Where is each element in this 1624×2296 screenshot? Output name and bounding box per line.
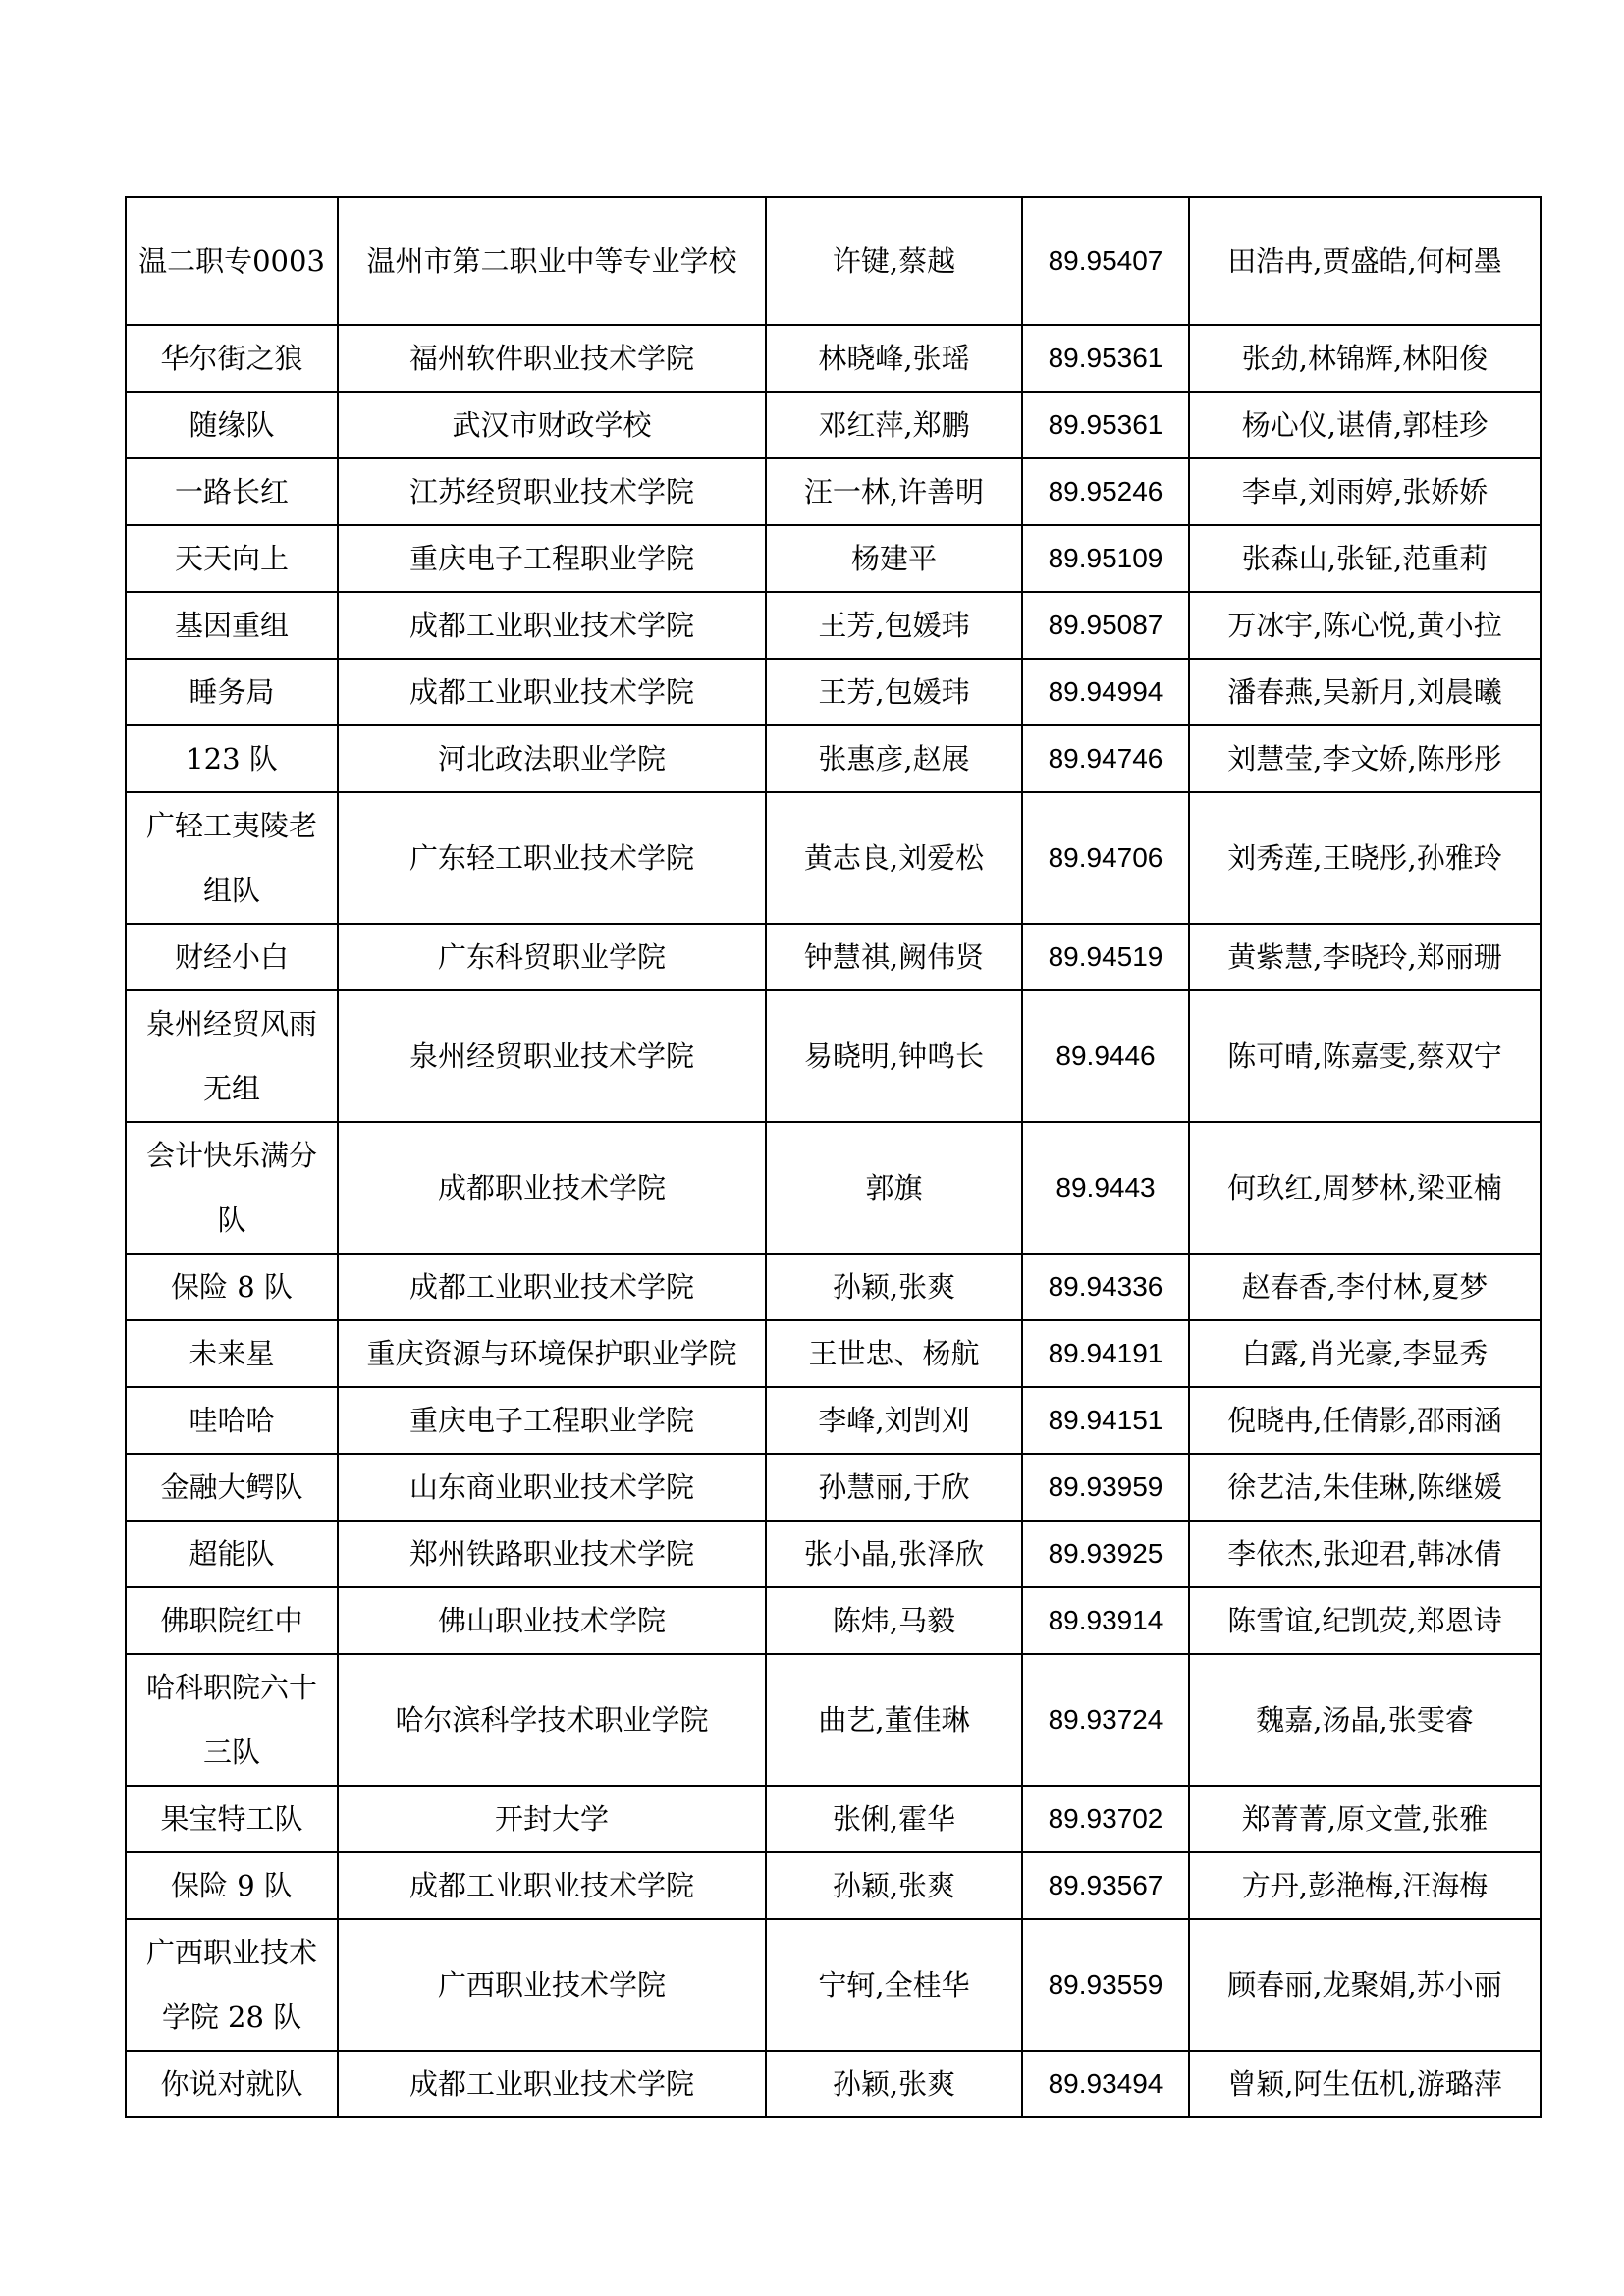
score-cell: 89.95087	[1022, 592, 1189, 659]
table-row	[126, 725, 1541, 792]
school-cell: 泉州经贸职业技术学院	[338, 990, 766, 1122]
school-cell: 成都工业职业技术学院	[338, 1254, 766, 1320]
table-row	[126, 1254, 1541, 1320]
score-cell: 89.94151	[1022, 1387, 1189, 1454]
advisor-cell: 王芳,包媛玮	[766, 592, 1022, 659]
score-cell: 89.94746	[1022, 725, 1189, 792]
team-name-cell: 随缘队	[126, 392, 338, 458]
members-cell: 李依杰,张迎君,韩冰倩	[1189, 1521, 1541, 1587]
members-cell: 张森山,张钲,范重莉	[1189, 525, 1541, 592]
members-cell: 陈可晴,陈嘉雯,蔡双宁	[1189, 990, 1541, 1122]
advisor-cell: 宁轲,全桂华	[766, 1919, 1022, 2051]
table-row	[126, 1587, 1541, 1654]
school-cell: 成都工业职业技术学院	[338, 1852, 766, 1919]
results-table	[125, 196, 1542, 2118]
team-name-cell: 金融大鳄队	[126, 1454, 338, 1521]
school-cell: 哈尔滨科学技术职业学院	[338, 1654, 766, 1786]
team-name-cell: 温二职专0003	[126, 197, 338, 325]
team-name-cell: 哇哈哈	[126, 1387, 338, 1454]
members-cell: 倪晓冉,任倩影,邵雨涵	[1189, 1387, 1541, 1454]
advisor-cell: 陈炜,马毅	[766, 1587, 1022, 1654]
team-name-cell: 财经小白	[126, 924, 338, 990]
members-cell: 杨心仪,谌倩,郭桂珍	[1189, 392, 1541, 458]
school-cell: 成都职业技术学院	[338, 1122, 766, 1254]
school-cell: 广东轻工职业技术学院	[338, 792, 766, 924]
team-name-cell: 天天向上	[126, 525, 338, 592]
table-row	[126, 1122, 1541, 1254]
score-cell: 89.93567	[1022, 1852, 1189, 1919]
table-row	[126, 792, 1541, 924]
score-cell: 89.93925	[1022, 1521, 1189, 1587]
table-row	[126, 1852, 1541, 1919]
results-table-body	[126, 197, 1541, 2117]
table-row	[126, 1654, 1541, 1786]
members-cell: 何玖红,周梦林,梁亚楠	[1189, 1122, 1541, 1254]
advisor-cell: 王芳,包媛玮	[766, 659, 1022, 725]
score-cell: 89.93724	[1022, 1654, 1189, 1786]
members-cell: 方丹,彭滟梅,汪海梅	[1189, 1852, 1541, 1919]
table-row	[126, 990, 1541, 1122]
members-cell: 白露,肖光豪,李显秀	[1189, 1320, 1541, 1387]
advisor-cell: 曲艺,董佳琳	[766, 1654, 1022, 1786]
score-cell: 89.9446	[1022, 990, 1189, 1122]
advisor-cell: 张俐,霍华	[766, 1786, 1022, 1852]
members-cell: 黄紫慧,李晓玲,郑丽珊	[1189, 924, 1541, 990]
advisor-cell: 许键,蔡越	[766, 197, 1022, 325]
table-row	[126, 2051, 1541, 2117]
school-cell: 山东商业职业技术学院	[338, 1454, 766, 1521]
score-cell: 89.94519	[1022, 924, 1189, 990]
table-row	[126, 1320, 1541, 1387]
score-cell: 89.95407	[1022, 197, 1189, 325]
members-cell: 顾春丽,龙聚娟,苏小丽	[1189, 1919, 1541, 2051]
school-cell: 重庆电子工程职业学院	[338, 1387, 766, 1454]
advisor-cell: 张惠彦,赵展	[766, 725, 1022, 792]
school-cell: 广东科贸职业学院	[338, 924, 766, 990]
team-name-cell: 一路长红	[126, 458, 338, 525]
members-cell: 李卓,刘雨婷,张娇娇	[1189, 458, 1541, 525]
team-name-cell: 睡务局	[126, 659, 338, 725]
advisor-cell: 孙颖,张爽	[766, 1852, 1022, 1919]
advisor-cell: 张小晶,张泽欣	[766, 1521, 1022, 1587]
score-cell: 89.94336	[1022, 1254, 1189, 1320]
team-name-cell: 你说对就队	[126, 2051, 338, 2117]
advisor-cell: 杨建平	[766, 525, 1022, 592]
score-cell: 89.95246	[1022, 458, 1189, 525]
school-cell: 重庆电子工程职业学院	[338, 525, 766, 592]
members-cell: 张劲,林锦辉,林阳俊	[1189, 325, 1541, 392]
school-cell: 江苏经贸职业技术学院	[338, 458, 766, 525]
school-cell: 佛山职业技术学院	[338, 1587, 766, 1654]
advisor-cell: 钟慧祺,阙伟贤	[766, 924, 1022, 990]
team-name-cell: 123 队	[126, 725, 338, 792]
members-cell: 刘慧莹,李文娇,陈彤彤	[1189, 725, 1541, 792]
table-row	[126, 1786, 1541, 1852]
table-row	[126, 1454, 1541, 1521]
school-cell: 武汉市财政学校	[338, 392, 766, 458]
score-cell: 89.95109	[1022, 525, 1189, 592]
school-cell: 开封大学	[338, 1786, 766, 1852]
team-name-cell: 保险 8 队	[126, 1254, 338, 1320]
school-cell: 成都工业职业技术学院	[338, 592, 766, 659]
school-cell: 重庆资源与环境保护职业学院	[338, 1320, 766, 1387]
school-cell: 河北政法职业学院	[338, 725, 766, 792]
members-cell: 田浩冉,贾盛皓,何柯墨	[1189, 197, 1541, 325]
school-cell: 温州市第二职业中等专业学校	[338, 197, 766, 325]
team-name-cell: 哈科职院六十三队	[126, 1654, 338, 1786]
score-cell: 89.93494	[1022, 2051, 1189, 2117]
members-cell: 曾颖,阿生伍机,游璐萍	[1189, 2051, 1541, 2117]
table-row	[126, 1521, 1541, 1587]
advisor-cell: 李峰,刘剀刈	[766, 1387, 1022, 1454]
team-name-cell: 会计快乐满分队	[126, 1122, 338, 1254]
team-name-cell: 保险 9 队	[126, 1852, 338, 1919]
table-row	[126, 325, 1541, 392]
advisor-cell: 林晓峰,张瑶	[766, 325, 1022, 392]
members-cell: 赵春香,李付林,夏梦	[1189, 1254, 1541, 1320]
table-row	[126, 525, 1541, 592]
advisor-cell: 孙颖,张爽	[766, 1254, 1022, 1320]
advisor-cell: 邓红萍,郑鹏	[766, 392, 1022, 458]
members-cell: 郑菁菁,原文萱,张雅	[1189, 1786, 1541, 1852]
team-name-cell: 泉州经贸风雨无组	[126, 990, 338, 1122]
advisor-cell: 孙慧丽,于欣	[766, 1454, 1022, 1521]
members-cell: 万冰宇,陈心悦,黄小拉	[1189, 592, 1541, 659]
table-row	[126, 1387, 1541, 1454]
score-cell: 89.93959	[1022, 1454, 1189, 1521]
table-row	[126, 1919, 1541, 2051]
table-row	[126, 924, 1541, 990]
advisor-cell: 易晓明,钟鸣长	[766, 990, 1022, 1122]
score-cell: 89.93702	[1022, 1786, 1189, 1852]
members-cell: 刘秀莲,王晓彤,孙雅玲	[1189, 792, 1541, 924]
score-cell: 89.93914	[1022, 1587, 1189, 1654]
school-cell: 广西职业技术学院	[338, 1919, 766, 2051]
team-name-cell: 佛职院红中	[126, 1587, 338, 1654]
score-cell: 89.94706	[1022, 792, 1189, 924]
team-name-cell: 超能队	[126, 1521, 338, 1587]
score-cell: 89.95361	[1022, 392, 1189, 458]
team-name-cell: 广轻工夷陵老组队	[126, 792, 338, 924]
school-cell: 福州软件职业技术学院	[338, 325, 766, 392]
members-cell: 徐艺洁,朱佳琳,陈继媛	[1189, 1454, 1541, 1521]
team-name-cell: 未来星	[126, 1320, 338, 1387]
table-row	[126, 659, 1541, 725]
score-cell: 89.93559	[1022, 1919, 1189, 2051]
school-cell: 成都工业职业技术学院	[338, 2051, 766, 2117]
table-row	[126, 392, 1541, 458]
team-name-cell: 果宝特工队	[126, 1786, 338, 1852]
school-cell: 郑州铁路职业技术学院	[338, 1521, 766, 1587]
members-cell: 陈雪谊,纪凯荧,郑恩诗	[1189, 1587, 1541, 1654]
advisor-cell: 郭旗	[766, 1122, 1022, 1254]
members-cell: 魏嘉,汤晶,张雯睿	[1189, 1654, 1541, 1786]
team-name-cell: 广西职业技术学院 28 队	[126, 1919, 338, 2051]
score-cell: 89.94994	[1022, 659, 1189, 725]
score-cell: 89.95361	[1022, 325, 1189, 392]
school-cell: 成都工业职业技术学院	[338, 659, 766, 725]
table-row	[126, 197, 1541, 325]
members-cell: 潘春燕,吴新月,刘晨曦	[1189, 659, 1541, 725]
team-name-cell: 基因重组	[126, 592, 338, 659]
advisor-cell: 黄志良,刘爱松	[766, 792, 1022, 924]
table-row	[126, 592, 1541, 659]
advisor-cell: 王世忠、杨航	[766, 1320, 1022, 1387]
table-row	[126, 458, 1541, 525]
team-name-cell: 华尔街之狼	[126, 325, 338, 392]
advisor-cell: 汪一林,许善明	[766, 458, 1022, 525]
score-cell: 89.94191	[1022, 1320, 1189, 1387]
advisor-cell: 孙颖,张爽	[766, 2051, 1022, 2117]
score-cell: 89.9443	[1022, 1122, 1189, 1254]
